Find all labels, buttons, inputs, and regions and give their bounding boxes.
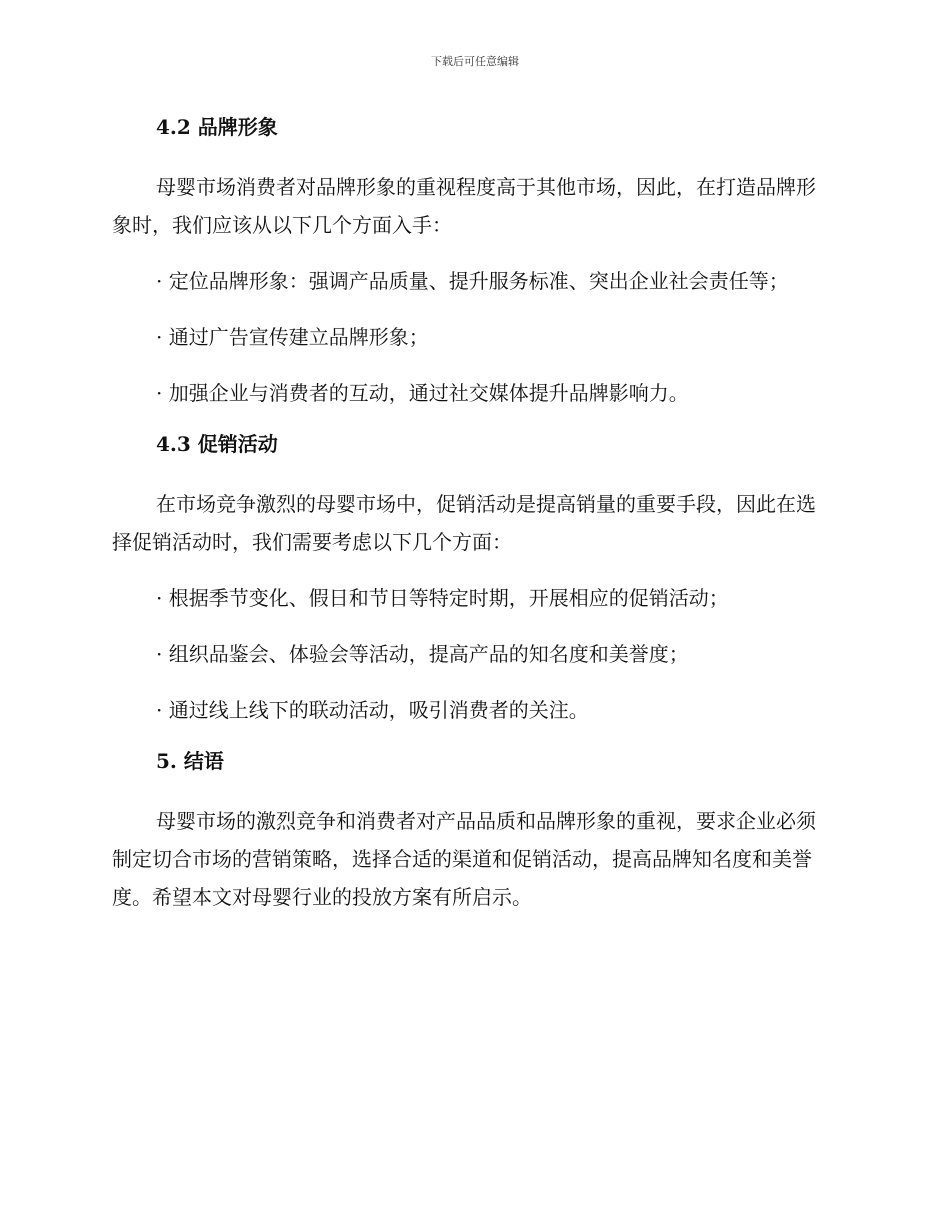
- section-heading-conclusion: 5. 结语: [156, 749, 224, 773]
- promotion-intro-paragraph: 在市场竞争激烈的母婴市场中，促销活动是提高销量的重要手段，因此在选择促销活动时，我们需要考虑以下几个方面：: [112, 492, 816, 554]
- promotion-bullet-item: · 通过线上线下的联动活动，吸引消费者的关注。: [156, 698, 589, 722]
- promotion-bullet-item: · 组织品鉴会、体验会等活动，提高产品的知名度和美誉度；: [156, 642, 689, 666]
- promotion-bullet-item: · 根据季节变化、假日和节日等特定时期，开展相应的促销活动；: [156, 586, 729, 610]
- brand-bullet-item: · 定位品牌形象：强调产品质量、提升服务标准、突出企业社会责任等；: [156, 269, 789, 293]
- brand-intro-paragraph: 母婴市场消费者对品牌形象的重视程度高于其他市场，因此，在打造品牌形象时，我们应该从以下几个方面入手：: [112, 175, 816, 237]
- page-header: 下载后可任意编辑: [431, 55, 519, 68]
- document-body: [112, 113, 832, 916]
- conclusion-paragraph: 母婴市场的激烈竞争和消费者对产品品质和品牌形象的重视，要求企业必须制定切合市场的营销策略，选择合适的渠道和促销活动，提高品牌知名度和美誉度。希望本文对母婴行业的投放方案有所启示。: [112, 809, 816, 909]
- brand-bullet-item: · 通过广告宣传建立品牌形象；: [156, 325, 429, 349]
- section-heading-promotion: 4.3 促销活动: [156, 432, 278, 456]
- brand-bullet-item: · 加强企业与消费者的互动，通过社交媒体提升品牌影响力。: [156, 381, 689, 405]
- section-heading-brand-image: 4.2 品牌形象: [156, 115, 278, 139]
